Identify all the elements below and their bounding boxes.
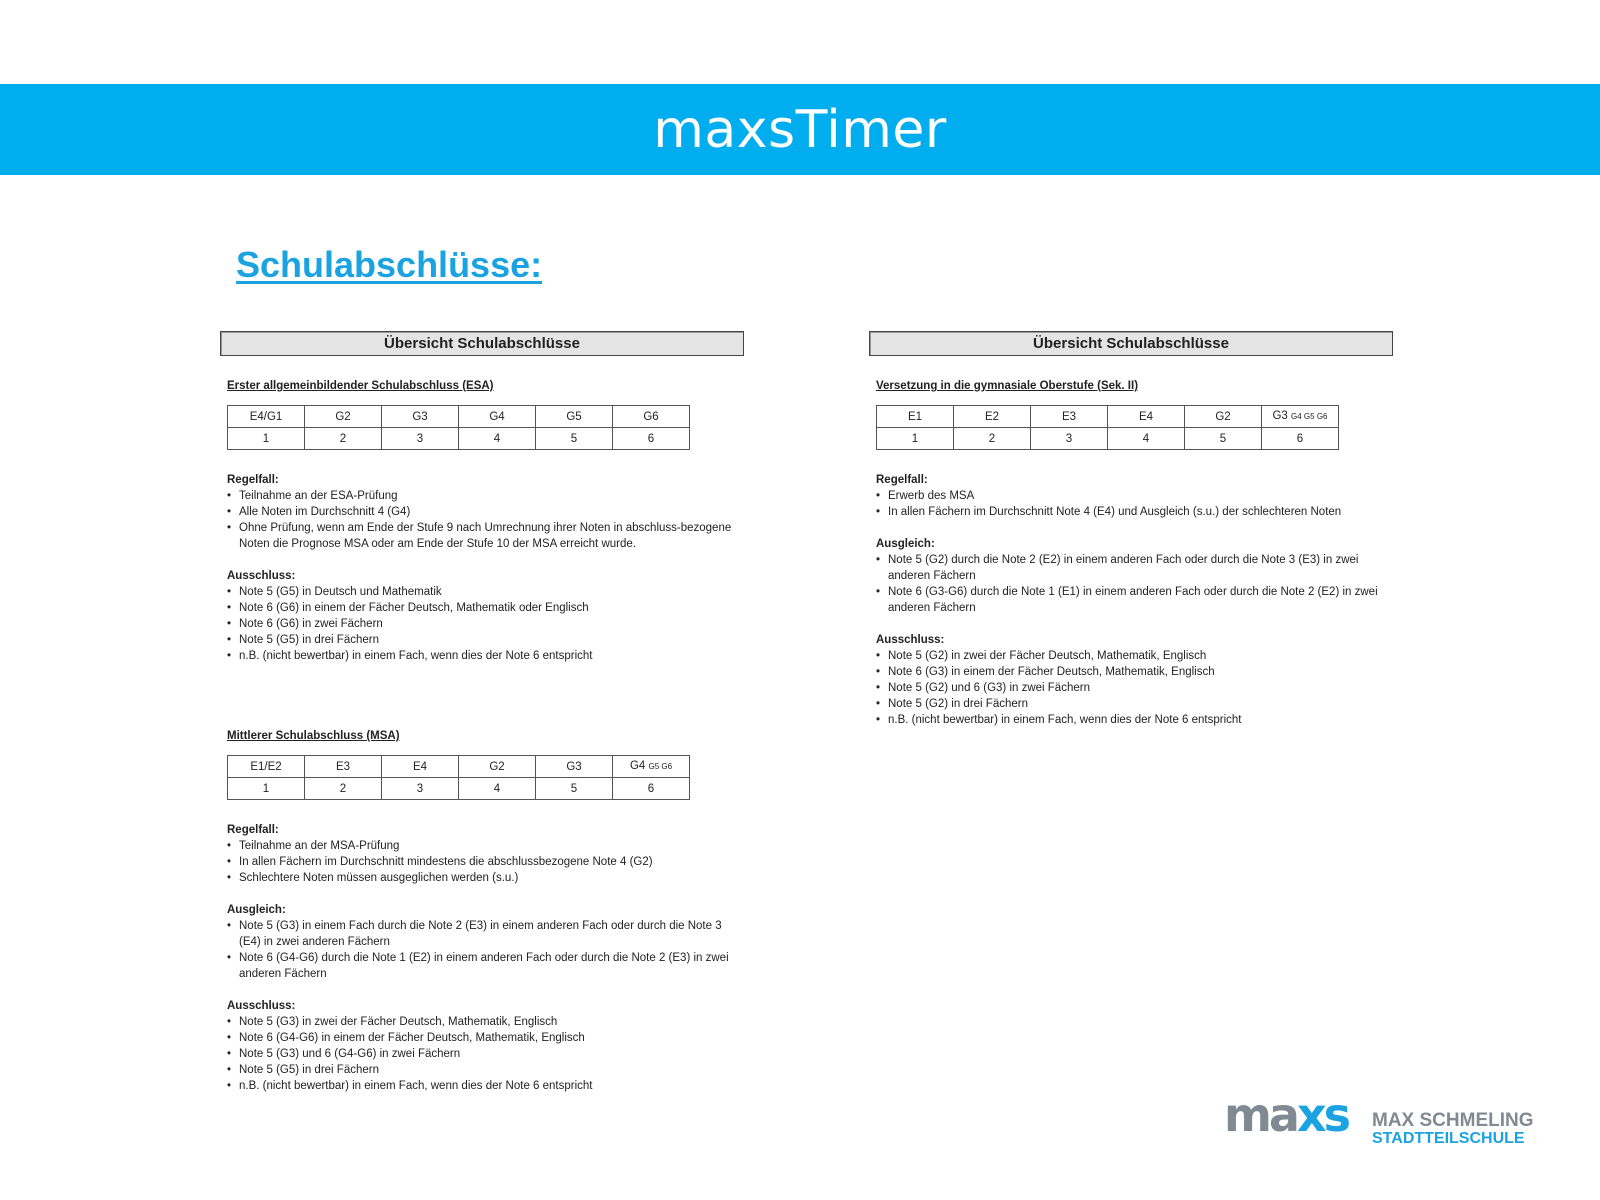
list-item: • Note 5 (G2) in zwei der Fächer Deutsch, Mathematik, Englisch xyxy=(888,648,1393,664)
list-item: • Ohne Prüfung, wenn am Ende der Stufe 9 nach Umrechnung ihrer Noten in abschluss-bezogene Noten die Prognose MSA oder am Ende der Stufe 10 der MSA erreicht wurde. xyxy=(239,520,744,552)
list-item: • Note 5 (G5) in drei Fächern xyxy=(239,1062,744,1078)
table-row xyxy=(228,406,690,428)
table-row xyxy=(228,428,690,450)
table-cell: E3 xyxy=(1031,406,1108,428)
list-item: • Schlechtere Noten müssen ausgeglichen werden (s.u.) xyxy=(239,870,744,886)
list-item: • Note 5 (G2) in drei Fächern xyxy=(888,696,1393,712)
oberstufe-regelfall-list xyxy=(869,488,1393,520)
table-cell: 4 xyxy=(1108,428,1185,450)
table-cell: 2 xyxy=(954,428,1031,450)
cell-main: G3 xyxy=(1272,410,1288,422)
table-row xyxy=(877,428,1339,450)
esa-grade-table xyxy=(227,405,690,450)
cell-main: G4 xyxy=(629,760,646,772)
table-cell: E4 xyxy=(382,756,459,778)
list-item: • In allen Fächern im Durchschnitt mindestens die abschlussbezogene Note 4 (G2) xyxy=(239,854,744,870)
list-item: • Note 5 (G2) und 6 (G3) in zwei Fächern xyxy=(888,680,1393,696)
esa-ausschluss-list xyxy=(220,584,744,664)
esa-regelfall-list xyxy=(220,488,744,552)
banner-title: maxsTimer xyxy=(653,99,947,160)
list-item: • Note 5 (G3) in einem Fach durch die Note 2 (E3) in einem anderen Fach oder durch die Note 3 (E4) in zwei anderen Fächern xyxy=(239,918,744,950)
oberstufe-title: Versetzung in die gymnasiale Oberstufe (Sek. II) xyxy=(876,380,1139,392)
table-cell: G3 xyxy=(382,406,459,428)
table-cell: 5 xyxy=(536,778,613,800)
list-item: • Erwerb des MSA xyxy=(888,488,1393,504)
list-item: • Note 5 (G3) und 6 (G4-G6) in zwei Fächern xyxy=(239,1046,744,1062)
oberstufe-grade-table xyxy=(876,405,1339,450)
list-item: • Note 6 (G6) in einem der Fächer Deutsch, Mathematik oder Englisch xyxy=(239,600,744,616)
table-cell: 5 xyxy=(536,428,613,450)
table-cell xyxy=(613,756,690,778)
maxs-logo-mark: maxs xyxy=(1224,1088,1349,1142)
msa-ausgleich-label: Ausgleich: xyxy=(227,904,286,916)
table-cell: 1 xyxy=(877,428,954,450)
school-logo xyxy=(1224,1088,1554,1147)
msa-grade-table xyxy=(227,755,690,800)
table-cell: G2 xyxy=(1185,406,1262,428)
right-overview-panel xyxy=(869,331,1393,728)
list-item: • Note 6 (G3-G6) durch die Note 1 (E1) in einem anderen Fach oder durch die Note 2 (E2) in zwei anderen Fächern xyxy=(888,584,1393,616)
list-item: • n.B. (nicht bewertbar) in einem Fach, wenn dies der Note 6 entspricht xyxy=(239,648,744,664)
esa-ausschluss-label: Ausschluss: xyxy=(227,570,296,582)
table-cell: E1/E2 xyxy=(228,756,305,778)
msa-regelfall-list xyxy=(220,838,744,886)
table-cell xyxy=(1262,406,1339,428)
table-cell: G3 xyxy=(536,756,613,778)
table-cell: 2 xyxy=(305,428,382,450)
table-cell: E2 xyxy=(954,406,1031,428)
title-banner xyxy=(0,84,1600,175)
table-row xyxy=(228,778,690,800)
list-item: • n.B. (nicht bewertbar) in einem Fach, wenn dies der Note 6 entspricht xyxy=(888,712,1393,728)
left-overview-panel xyxy=(220,331,744,1094)
list-item: • Teilnahme an der ESA-Prüfung xyxy=(239,488,744,504)
table-cell: 1 xyxy=(228,778,305,800)
msa-ausschluss-label: Ausschluss: xyxy=(227,1000,296,1012)
list-item: • Note 6 (G6) in zwei Fächern xyxy=(239,616,744,632)
list-item: • Note 5 (G5) in Deutsch und Mathematik xyxy=(239,584,744,600)
table-cell: 6 xyxy=(613,428,690,450)
oberstufe-regelfall-label: Regelfall: xyxy=(876,474,928,486)
list-item: • Note 5 (G5) in drei Fächern xyxy=(239,632,744,648)
table-row xyxy=(877,406,1339,428)
table-cell: 4 xyxy=(459,428,536,450)
esa-regelfall-label: Regelfall: xyxy=(227,474,279,486)
table-cell: E4/G1 xyxy=(228,406,305,428)
list-item: • n.B. (nicht bewertbar) in einem Fach, wenn dies der Note 6 entspricht xyxy=(239,1078,744,1094)
list-item: • Note 5 (G2) durch die Note 2 (E2) in einem anderen Fach oder durch die Note 3 (E3) in zwei anderen Fächern xyxy=(888,552,1393,584)
list-item: • Note 6 (G4-G6) durch die Note 1 (E2) in einem anderen Fach oder durch die Note 2 (E3) in zwei anderen Fächern xyxy=(239,950,744,982)
table-cell: 6 xyxy=(613,778,690,800)
cell-extra: G5 G6 xyxy=(648,762,673,771)
msa-regelfall-label: Regelfall: xyxy=(227,824,279,836)
table-cell: E1 xyxy=(877,406,954,428)
list-item: • Note 5 (G3) in zwei der Fächer Deutsch, Mathematik, Englisch xyxy=(239,1014,744,1030)
oberstufe-ausgleich-list xyxy=(869,552,1393,616)
oberstufe-ausgleich-label: Ausgleich: xyxy=(876,538,935,550)
table-cell: G4 xyxy=(459,406,536,428)
logo-name-line1: MAX SCHMELING xyxy=(1372,1110,1534,1131)
panel-header: Übersicht Schulabschlüsse xyxy=(220,331,744,356)
table-cell: 6 xyxy=(1262,428,1339,450)
table-cell: 5 xyxy=(1185,428,1262,450)
esa-title: Erster allgemeinbildender Schulabschluss (ESA) xyxy=(227,380,494,392)
logo-name-line2: STADTTEILSCHULE xyxy=(1372,1130,1525,1147)
table-cell: 3 xyxy=(1031,428,1108,450)
table-row xyxy=(228,756,690,778)
list-item: • Alle Noten im Durchschnitt 4 (G4) xyxy=(239,504,744,520)
list-item: • Teilnahme an der MSA-Prüfung xyxy=(239,838,744,854)
table-cell: G5 xyxy=(536,406,613,428)
msa-title: Mittlerer Schulabschluss (MSA) xyxy=(227,730,400,742)
panel-header: Übersicht Schulabschlüsse xyxy=(869,331,1393,356)
oberstufe-ausschluss-list xyxy=(869,648,1393,728)
page-heading: Schulabschlüsse: xyxy=(236,244,543,285)
table-cell: 4 xyxy=(459,778,536,800)
table-cell: G6 xyxy=(613,406,690,428)
msa-ausschluss-list xyxy=(220,1014,744,1094)
list-item: • In allen Fächern im Durchschnitt Note 4 (E4) und Ausgleich (s.u.) der schlechteren Noten xyxy=(888,504,1393,520)
table-cell: G2 xyxy=(459,756,536,778)
table-cell: E3 xyxy=(305,756,382,778)
list-item: • Note 6 (G4-G6) in einem der Fächer Deutsch, Mathematik, Englisch xyxy=(239,1030,744,1046)
cell-extra: G4 G5 G6 xyxy=(1291,412,1328,421)
table-cell: 1 xyxy=(228,428,305,450)
table-cell: 3 xyxy=(382,778,459,800)
table-cell: E4 xyxy=(1108,406,1185,428)
list-item: • Note 6 (G3) in einem der Fächer Deutsch, Mathematik, Englisch xyxy=(888,664,1393,680)
table-cell: G2 xyxy=(305,406,382,428)
msa-ausgleich-list xyxy=(220,918,744,982)
oberstufe-ausschluss-label: Ausschluss: xyxy=(876,634,945,646)
table-cell: 2 xyxy=(305,778,382,800)
table-cell: 3 xyxy=(382,428,459,450)
